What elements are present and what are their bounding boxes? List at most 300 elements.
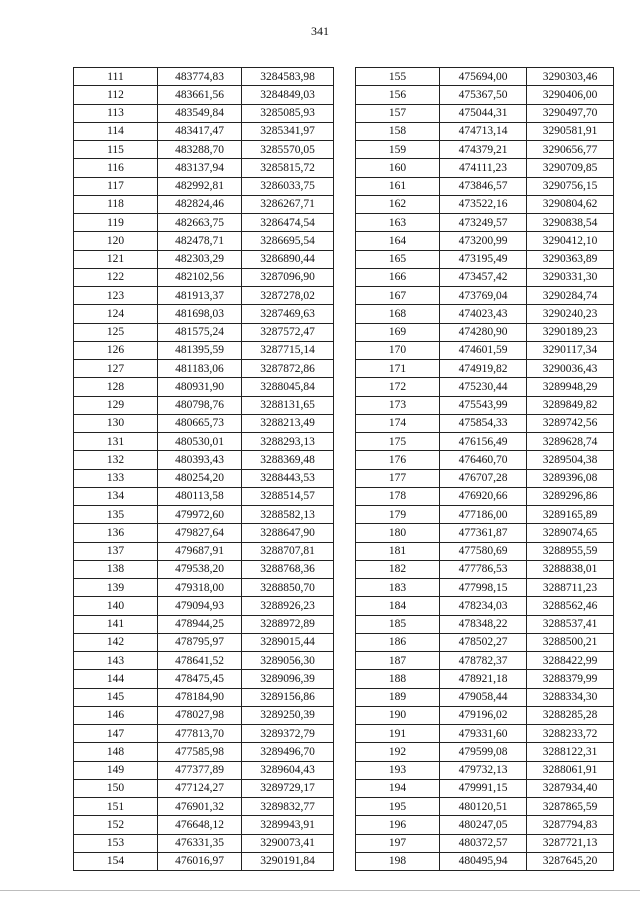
point-number-cell: 123: [74, 287, 158, 305]
table-row: [74, 816, 334, 834]
point-number-cell: 159: [356, 141, 440, 159]
point-number-cell: 177: [356, 469, 440, 487]
x-coordinate-cell: 473195,49: [440, 250, 527, 268]
x-coordinate-cell: 478184,90: [158, 688, 242, 706]
point-number-cell: 197: [356, 834, 440, 852]
point-number-cell: 182: [356, 560, 440, 578]
table-row: [74, 195, 334, 213]
table-row: [356, 560, 614, 578]
table-row: [356, 542, 614, 560]
x-coordinate-cell: 482824,46: [158, 195, 242, 213]
x-coordinate-cell: 475230,44: [440, 378, 527, 396]
table-row: [74, 414, 334, 432]
y-coordinate-cell: 3289074,65: [527, 524, 614, 542]
table-row: [74, 633, 334, 651]
y-coordinate-cell: 3290331,30: [527, 268, 614, 286]
x-coordinate-cell: 478502,27: [440, 633, 527, 651]
table-row: [74, 104, 334, 122]
point-number-cell: 124: [74, 305, 158, 323]
table-row: [356, 141, 614, 159]
point-number-cell: 172: [356, 378, 440, 396]
y-coordinate-cell: 3288582,13: [242, 506, 334, 524]
table-row: [74, 670, 334, 688]
point-number-cell: 152: [74, 816, 158, 834]
y-coordinate-cell: 3290756,15: [527, 177, 614, 195]
table-row: [74, 597, 334, 615]
point-number-cell: 158: [356, 122, 440, 140]
x-coordinate-cell: 480254,20: [158, 469, 242, 487]
x-coordinate-cell: 476156,49: [440, 433, 527, 451]
y-coordinate-cell: 3290363,89: [527, 250, 614, 268]
table-row: [356, 305, 614, 323]
x-coordinate-cell: 483137,94: [158, 159, 242, 177]
point-number-cell: 143: [74, 652, 158, 670]
x-coordinate-cell: 473457,42: [440, 268, 527, 286]
y-coordinate-cell: 3289156,86: [242, 688, 334, 706]
table-row: [74, 378, 334, 396]
x-coordinate-cell: 481575,24: [158, 323, 242, 341]
point-number-cell: 195: [356, 798, 440, 816]
table-row: [74, 560, 334, 578]
table-row: [74, 798, 334, 816]
point-number-cell: 179: [356, 506, 440, 524]
x-coordinate-cell: 478921,18: [440, 670, 527, 688]
table-row: [356, 725, 614, 743]
table-row: [74, 250, 334, 268]
point-number-cell: 114: [74, 122, 158, 140]
x-coordinate-cell: 477361,87: [440, 524, 527, 542]
table-row: [74, 360, 334, 378]
y-coordinate-cell: 3285570,05: [242, 141, 334, 159]
y-coordinate-cell: 3285815,72: [242, 159, 334, 177]
y-coordinate-cell: 3288711,23: [527, 579, 614, 597]
y-coordinate-cell: 3290412,10: [527, 232, 614, 250]
x-coordinate-cell: 477786,53: [440, 560, 527, 578]
y-coordinate-cell: 3287278,02: [242, 287, 334, 305]
table-row: [356, 633, 614, 651]
y-coordinate-cell: 3288213,49: [242, 414, 334, 432]
x-coordinate-cell: 474111,23: [440, 159, 527, 177]
x-coordinate-cell: 476331,35: [158, 834, 242, 852]
point-number-cell: 184: [356, 597, 440, 615]
page-number: 341: [311, 24, 329, 38]
y-coordinate-cell: 3288045,84: [242, 378, 334, 396]
table-row: [74, 141, 334, 159]
x-coordinate-cell: 483549,84: [158, 104, 242, 122]
point-number-cell: 128: [74, 378, 158, 396]
point-number-cell: 162: [356, 195, 440, 213]
coordinates-table-right-body: [356, 68, 614, 871]
x-coordinate-cell: 477998,15: [440, 579, 527, 597]
table-row: [356, 341, 614, 359]
table-row: [74, 68, 334, 86]
table-row: [356, 706, 614, 724]
x-coordinate-cell: 479687,91: [158, 542, 242, 560]
point-number-cell: 139: [74, 579, 158, 597]
x-coordinate-cell: 479331,60: [440, 725, 527, 743]
x-coordinate-cell: 482992,81: [158, 177, 242, 195]
point-number-cell: 135: [74, 506, 158, 524]
y-coordinate-cell: 3289948,29: [527, 378, 614, 396]
x-coordinate-cell: 480530,01: [158, 433, 242, 451]
x-coordinate-cell: 473769,04: [440, 287, 527, 305]
y-coordinate-cell: 3288293,13: [242, 433, 334, 451]
point-number-cell: 149: [74, 761, 158, 779]
point-number-cell: 121: [74, 250, 158, 268]
coordinates-table-right: [355, 67, 614, 871]
y-coordinate-cell: 3288379,99: [527, 670, 614, 688]
point-number-cell: 190: [356, 706, 440, 724]
table-row: [74, 287, 334, 305]
table-row: [356, 414, 614, 432]
x-coordinate-cell: 477124,27: [158, 779, 242, 797]
y-coordinate-cell: 3285341,97: [242, 122, 334, 140]
y-coordinate-cell: 3290191,84: [242, 852, 334, 870]
point-number-cell: 117: [74, 177, 158, 195]
y-coordinate-cell: 3289849,82: [527, 396, 614, 414]
x-coordinate-cell: 476016,97: [158, 852, 242, 870]
y-coordinate-cell: 3288768,36: [242, 560, 334, 578]
x-coordinate-cell: 482478,71: [158, 232, 242, 250]
table-row: [74, 177, 334, 195]
table-row: [356, 214, 614, 232]
table-row: [74, 341, 334, 359]
table-row: [356, 743, 614, 761]
y-coordinate-cell: 3288131,65: [242, 396, 334, 414]
point-number-cell: 140: [74, 597, 158, 615]
point-number-cell: 137: [74, 542, 158, 560]
x-coordinate-cell: 483417,47: [158, 122, 242, 140]
table-row: [74, 761, 334, 779]
point-number-cell: 170: [356, 341, 440, 359]
table-row: [356, 524, 614, 542]
table-row: [74, 743, 334, 761]
x-coordinate-cell: 477580,69: [440, 542, 527, 560]
x-coordinate-cell: 480931,90: [158, 378, 242, 396]
x-coordinate-cell: 473200,99: [440, 232, 527, 250]
x-coordinate-cell: 480665,73: [158, 414, 242, 432]
point-number-cell: 116: [74, 159, 158, 177]
table-row: [356, 615, 614, 633]
y-coordinate-cell: 3288838,01: [527, 560, 614, 578]
table-row: [74, 506, 334, 524]
table-row: [356, 86, 614, 104]
point-number-cell: 189: [356, 688, 440, 706]
x-coordinate-cell: 480798,76: [158, 396, 242, 414]
x-coordinate-cell: 478795,97: [158, 633, 242, 651]
x-coordinate-cell: 479196,02: [440, 706, 527, 724]
table-row: [74, 214, 334, 232]
x-coordinate-cell: 478027,98: [158, 706, 242, 724]
x-coordinate-cell: 474280,90: [440, 323, 527, 341]
point-number-cell: 148: [74, 743, 158, 761]
table-row: [356, 597, 614, 615]
point-number-cell: 171: [356, 360, 440, 378]
y-coordinate-cell: 3289296,86: [527, 487, 614, 505]
x-coordinate-cell: 478348,22: [440, 615, 527, 633]
y-coordinate-cell: 3287794,83: [527, 816, 614, 834]
x-coordinate-cell: 474379,21: [440, 141, 527, 159]
table-row: [356, 688, 614, 706]
table-row: [356, 670, 614, 688]
x-coordinate-cell: 480113,58: [158, 487, 242, 505]
point-number-cell: 167: [356, 287, 440, 305]
x-coordinate-cell: 479538,20: [158, 560, 242, 578]
point-number-cell: 154: [74, 852, 158, 870]
point-number-cell: 187: [356, 652, 440, 670]
table-row: [356, 122, 614, 140]
table-row: [356, 287, 614, 305]
x-coordinate-cell: 479732,13: [440, 761, 527, 779]
point-number-cell: 132: [74, 451, 158, 469]
y-coordinate-cell: 3289056,30: [242, 652, 334, 670]
point-number-cell: 125: [74, 323, 158, 341]
table-row: [356, 852, 614, 870]
coordinates-table-left: [73, 67, 334, 871]
y-coordinate-cell: 3290117,34: [527, 341, 614, 359]
x-coordinate-cell: 479972,60: [158, 506, 242, 524]
y-coordinate-cell: 3288334,30: [527, 688, 614, 706]
y-coordinate-cell: 3289729,17: [242, 779, 334, 797]
x-coordinate-cell: 478782,37: [440, 652, 527, 670]
table-row: [356, 104, 614, 122]
point-number-cell: 193: [356, 761, 440, 779]
point-number-cell: 160: [356, 159, 440, 177]
point-number-cell: 156: [356, 86, 440, 104]
table-row: [74, 433, 334, 451]
y-coordinate-cell: 3285085,93: [242, 104, 334, 122]
point-number-cell: 144: [74, 670, 158, 688]
y-coordinate-cell: 3288285,28: [527, 706, 614, 724]
y-coordinate-cell: 3289504,38: [527, 451, 614, 469]
point-number-cell: 181: [356, 542, 440, 560]
table-row: [356, 779, 614, 797]
x-coordinate-cell: 483774,83: [158, 68, 242, 86]
table-row: [356, 68, 614, 86]
table-row: [74, 725, 334, 743]
point-number-cell: 119: [74, 214, 158, 232]
y-coordinate-cell: 3287872,86: [242, 360, 334, 378]
point-number-cell: 111: [74, 68, 158, 86]
y-coordinate-cell: 3287715,14: [242, 341, 334, 359]
point-number-cell: 127: [74, 360, 158, 378]
y-coordinate-cell: 3286474,54: [242, 214, 334, 232]
point-number-cell: 113: [74, 104, 158, 122]
point-number-cell: 178: [356, 487, 440, 505]
point-number-cell: 169: [356, 323, 440, 341]
point-number-cell: 175: [356, 433, 440, 451]
x-coordinate-cell: 483288,70: [158, 141, 242, 159]
point-number-cell: 151: [74, 798, 158, 816]
point-number-cell: 173: [356, 396, 440, 414]
y-coordinate-cell: 3289372,79: [242, 725, 334, 743]
y-coordinate-cell: 3290303,46: [527, 68, 614, 86]
x-coordinate-cell: 476920,66: [440, 487, 527, 505]
point-number-cell: 164: [356, 232, 440, 250]
table-row: [356, 195, 614, 213]
x-coordinate-cell: 476707,28: [440, 469, 527, 487]
y-coordinate-cell: 3289742,56: [527, 414, 614, 432]
y-coordinate-cell: 3287469,63: [242, 305, 334, 323]
y-coordinate-cell: 3288443,53: [242, 469, 334, 487]
table-row: [74, 779, 334, 797]
point-number-cell: 134: [74, 487, 158, 505]
table-row: [356, 761, 614, 779]
x-coordinate-cell: 482303,29: [158, 250, 242, 268]
y-coordinate-cell: 3288926,23: [242, 597, 334, 615]
x-coordinate-cell: 479094,93: [158, 597, 242, 615]
x-coordinate-cell: 475543,99: [440, 396, 527, 414]
table-row: [74, 688, 334, 706]
table-row: [356, 834, 614, 852]
table-row: [356, 469, 614, 487]
point-number-cell: 129: [74, 396, 158, 414]
y-coordinate-cell: 3289396,08: [527, 469, 614, 487]
y-coordinate-cell: 3286033,75: [242, 177, 334, 195]
x-coordinate-cell: 481395,59: [158, 341, 242, 359]
y-coordinate-cell: 3289015,44: [242, 633, 334, 651]
x-coordinate-cell: 475367,50: [440, 86, 527, 104]
x-coordinate-cell: 477186,00: [440, 506, 527, 524]
table-row: [356, 378, 614, 396]
table-row: [356, 250, 614, 268]
x-coordinate-cell: 480247,05: [440, 816, 527, 834]
y-coordinate-cell: 3286695,54: [242, 232, 334, 250]
x-coordinate-cell: 475854,33: [440, 414, 527, 432]
y-coordinate-cell: 3290656,77: [527, 141, 614, 159]
point-number-cell: 133: [74, 469, 158, 487]
point-number-cell: 168: [356, 305, 440, 323]
x-coordinate-cell: 473522,16: [440, 195, 527, 213]
point-number-cell: 186: [356, 633, 440, 651]
table-row: [74, 579, 334, 597]
point-number-cell: 146: [74, 706, 158, 724]
y-coordinate-cell: 3289496,70: [242, 743, 334, 761]
point-number-cell: 120: [74, 232, 158, 250]
y-coordinate-cell: 3290284,74: [527, 287, 614, 305]
table-row: [356, 433, 614, 451]
x-coordinate-cell: 477585,98: [158, 743, 242, 761]
x-coordinate-cell: 474713,14: [440, 122, 527, 140]
x-coordinate-cell: 474601,59: [440, 341, 527, 359]
table-row: [356, 451, 614, 469]
x-coordinate-cell: 478944,25: [158, 615, 242, 633]
point-number-cell: 131: [74, 433, 158, 451]
y-coordinate-cell: 3288122,31: [527, 743, 614, 761]
point-number-cell: 198: [356, 852, 440, 870]
table-row: [74, 542, 334, 560]
table-row: [74, 834, 334, 852]
table-row: [356, 159, 614, 177]
point-number-cell: 147: [74, 725, 158, 743]
table-row: [74, 232, 334, 250]
y-coordinate-cell: 3286890,44: [242, 250, 334, 268]
table-row: [356, 579, 614, 597]
y-coordinate-cell: 3290709,85: [527, 159, 614, 177]
y-coordinate-cell: 3290240,23: [527, 305, 614, 323]
x-coordinate-cell: 480495,94: [440, 852, 527, 870]
y-coordinate-cell: 3288514,57: [242, 487, 334, 505]
point-number-cell: 142: [74, 633, 158, 651]
x-coordinate-cell: 482663,75: [158, 214, 242, 232]
x-coordinate-cell: 480372,57: [440, 834, 527, 852]
y-coordinate-cell: 3288955,59: [527, 542, 614, 560]
y-coordinate-cell: 3289628,74: [527, 433, 614, 451]
table-row: [356, 323, 614, 341]
point-number-cell: 183: [356, 579, 440, 597]
x-coordinate-cell: 479991,15: [440, 779, 527, 797]
coordinates-table-left-body: [74, 68, 334, 871]
y-coordinate-cell: 3286267,71: [242, 195, 334, 213]
y-coordinate-cell: 3290838,54: [527, 214, 614, 232]
y-coordinate-cell: 3284849,03: [242, 86, 334, 104]
point-number-cell: 141: [74, 615, 158, 633]
table-row: [356, 396, 614, 414]
table-row: [74, 451, 334, 469]
x-coordinate-cell: 477813,70: [158, 725, 242, 743]
x-coordinate-cell: 481183,06: [158, 360, 242, 378]
table-row: [356, 652, 614, 670]
point-number-cell: 122: [74, 268, 158, 286]
x-coordinate-cell: 479599,08: [440, 743, 527, 761]
x-coordinate-cell: 476460,70: [440, 451, 527, 469]
y-coordinate-cell: 3284583,98: [242, 68, 334, 86]
point-number-cell: 155: [356, 68, 440, 86]
table-row: [74, 268, 334, 286]
y-coordinate-cell: 3289943,91: [242, 816, 334, 834]
point-number-cell: 157: [356, 104, 440, 122]
table-row: [74, 852, 334, 870]
table-row: [74, 305, 334, 323]
x-coordinate-cell: 481698,03: [158, 305, 242, 323]
point-number-cell: 176: [356, 451, 440, 469]
point-number-cell: 136: [74, 524, 158, 542]
point-number-cell: 118: [74, 195, 158, 213]
point-number-cell: 165: [356, 250, 440, 268]
table-row: [74, 487, 334, 505]
x-coordinate-cell: 478234,03: [440, 597, 527, 615]
table-row: [356, 798, 614, 816]
y-coordinate-cell: 3287721,13: [527, 834, 614, 852]
x-coordinate-cell: 474023,43: [440, 305, 527, 323]
y-coordinate-cell: 3289096,39: [242, 670, 334, 688]
y-coordinate-cell: 3288422,99: [527, 652, 614, 670]
x-coordinate-cell: 473846,57: [440, 177, 527, 195]
x-coordinate-cell: 476648,12: [158, 816, 242, 834]
table-row: [356, 816, 614, 834]
table-row: [356, 506, 614, 524]
point-number-cell: 180: [356, 524, 440, 542]
x-coordinate-cell: 481913,37: [158, 287, 242, 305]
point-number-cell: 130: [74, 414, 158, 432]
y-coordinate-cell: 3288500,21: [527, 633, 614, 651]
table-row: [74, 615, 334, 633]
table-row: [74, 396, 334, 414]
x-coordinate-cell: 480393,43: [158, 451, 242, 469]
y-coordinate-cell: 3288061,91: [527, 761, 614, 779]
y-coordinate-cell: 3288707,81: [242, 542, 334, 560]
x-coordinate-cell: 480120,51: [440, 798, 527, 816]
y-coordinate-cell: 3290581,91: [527, 122, 614, 140]
table-row: [356, 232, 614, 250]
y-coordinate-cell: 3288562,46: [527, 597, 614, 615]
table-row: [74, 524, 334, 542]
y-coordinate-cell: 3290406,00: [527, 86, 614, 104]
table-row: [356, 487, 614, 505]
point-number-cell: 161: [356, 177, 440, 195]
y-coordinate-cell: 3290804,62: [527, 195, 614, 213]
point-number-cell: 191: [356, 725, 440, 743]
